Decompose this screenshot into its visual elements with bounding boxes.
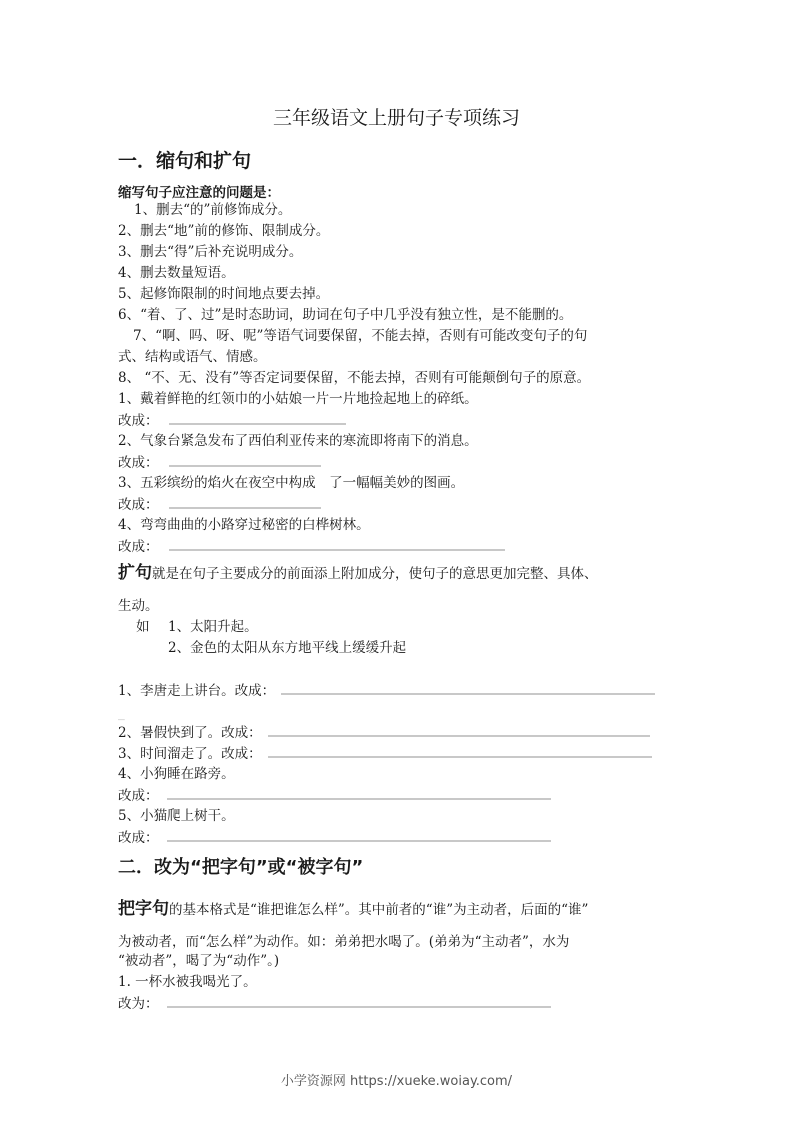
- shorten-answer-row: [118, 452, 321, 473]
- rule-item: 3、删去“得”后补充说明成分。: [118, 244, 303, 260]
- answer-blank[interactable]: [169, 410, 346, 425]
- answer-label: 改成：: [118, 413, 159, 429]
- footer-watermark: 小学资源网 https://xueke.woiay.com/: [280, 1074, 513, 1089]
- shorten-answer-row: [118, 536, 505, 557]
- ba-answer-row: [118, 993, 551, 1014]
- shorten-answer-row: [118, 494, 321, 515]
- answer-blank[interactable]: [169, 452, 321, 467]
- rule-item: 1、删去“的”前修饰成分。: [134, 202, 292, 218]
- expand-exercise-sentence: 2、暑假快到了。: [118, 725, 222, 741]
- answer-label: 改为：: [118, 996, 159, 1012]
- expand-definition-line: [118, 563, 598, 584]
- answer-blank[interactable]: [167, 993, 551, 1008]
- shorten-exercise-sentence: 3、五彩缤纷的焰火在夜空中构成 了一幅幅美妙的图画。: [118, 475, 465, 491]
- ba-exercise-sentence: 1. 一杯水被我喝光了。: [118, 974, 257, 990]
- rule-item-continued: 式、结构或语气、情感。: [118, 349, 267, 365]
- expand-exercise-sentence: 1、李唐走上讲台。: [118, 683, 235, 699]
- stray-mark: _: [118, 705, 125, 721]
- answer-blank[interactable]: [167, 785, 551, 800]
- answer-label: 改成：: [118, 539, 159, 555]
- expand-exercise-sentence: 3、时间溜走了。: [118, 746, 222, 762]
- ba-definition-line-3: “被动者”，喝了为“动作”。): [118, 953, 280, 969]
- rule-item: 8、 “不、无、没有”等否定词要保留，不能去掉，否则有可能颠倒句子的原意。: [118, 370, 591, 386]
- expand-definition-end: 生动。: [118, 598, 159, 614]
- expand-exercise-row: [118, 722, 650, 743]
- ba-lead-term: 把字句: [118, 899, 169, 919]
- answer-blank[interactable]: [268, 722, 650, 737]
- expand-lead-term: 扩句: [118, 563, 152, 583]
- rule-item: 7、“啊、吗、呀、呢”等语气词要保留，不能去掉，否则有可能改变句子的句: [133, 328, 588, 344]
- shorten-exercise-sentence: 1、戴着鲜艳的红领巾的小姑娘一片一片地捡起地上的碎纸。: [118, 391, 478, 407]
- answer-blank[interactable]: [281, 680, 655, 695]
- rule-item: 5、起修饰限制的时间地点要去掉。: [118, 286, 330, 302]
- answer-blank[interactable]: [169, 494, 321, 509]
- answer-blank[interactable]: [167, 827, 551, 842]
- answer-label: 改成：: [234, 683, 276, 699]
- expand-exercise-sentence: 4、小狗睡在路旁。: [118, 766, 235, 782]
- example-label: 如: [136, 619, 150, 635]
- answer-label: 改成：: [118, 788, 159, 804]
- answer-label: 改成：: [221, 746, 262, 762]
- ba-definition-line: [118, 899, 588, 920]
- expand-answer-row: [118, 827, 551, 848]
- rule-item: 2、删去“地”前的修饰、限制成分。: [118, 223, 330, 239]
- expand-exercise-row: [118, 680, 655, 701]
- rule-item: 6、“着、了、过”是时态助词，助词在句子中几乎没有独立性，是不能删的。: [118, 307, 573, 323]
- rules-heading: 缩写句子应注意的问题是：: [118, 185, 280, 201]
- ba-definition: 的基本格式是“谁把谁怎么样”。其中前者的“谁”为主动者，后面的“谁”: [169, 902, 589, 918]
- expand-exercise-sentence: 5、小猫爬上树干。: [118, 808, 235, 824]
- answer-label: 改成：: [221, 725, 262, 741]
- section-1-heading: 一．缩句和扩句: [118, 150, 252, 172]
- expand-exercise-row: [118, 743, 652, 764]
- expand-definition: 就是在句子主要成分的前面添上附加成分，使句子的意思更加完整、具体、: [152, 566, 598, 582]
- ba-definition-line-2: 为被动者，而“怎么样”为动作。如：弟弟把水喝了。(弟弟为“主动者”，水为: [118, 934, 570, 950]
- document-title: 三年级语文上册句子专项练习: [272, 107, 520, 129]
- answer-blank[interactable]: [169, 536, 505, 551]
- expand-answer-row: [118, 785, 551, 806]
- rule-item: 4、删去数量短语。: [118, 265, 235, 281]
- answer-blank[interactable]: [268, 743, 652, 758]
- shorten-answer-row: [118, 410, 346, 431]
- answer-label: 改成：: [118, 830, 159, 846]
- shorten-exercise-sentence: 2、气象台紧急发布了西伯利亚传来的寒流即将南下的消息。: [118, 433, 478, 449]
- shorten-exercise-sentence: 4、弯弯曲曲的小路穿过秘密的白桦树林。: [118, 517, 370, 533]
- example-1: 1、太阳升起。: [168, 619, 258, 635]
- section-2-heading: 二．改为“把字句”或“被字句”: [118, 857, 364, 878]
- answer-label: 改成：: [118, 455, 159, 471]
- answer-label: 改成：: [118, 497, 159, 513]
- example-2: 2、金色的太阳从东方地平线上缓缓升起: [168, 640, 407, 656]
